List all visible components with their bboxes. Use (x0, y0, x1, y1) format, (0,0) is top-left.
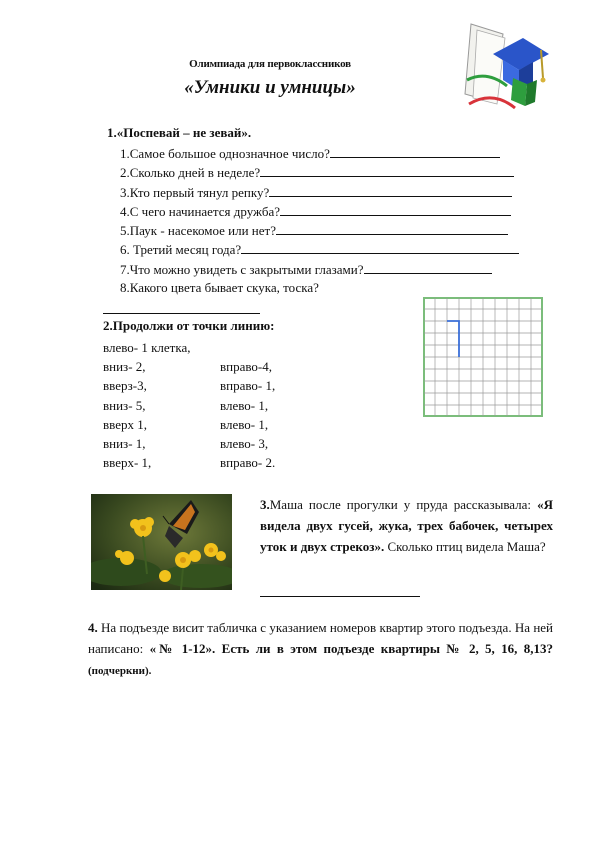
answer-line[interactable] (280, 203, 511, 216)
answer-line[interactable] (269, 184, 512, 197)
answer-line[interactable] (241, 241, 519, 254)
question-3: 3.Кто первый тянул репку? (120, 184, 512, 201)
direction-right: влево- 3, (220, 436, 269, 451)
section4-text: 4. На подъезде висит табличка с указанием номеров квартир этого подъезда. На ней написано: «№ 1-12». Есть ли в этом подъезде квартиры № 2, 5, 16, 8,13? (подчеркни). (88, 620, 553, 677)
graduation-cap-logo (463, 20, 551, 112)
question-1: 1.Самое большое однозначное число? (120, 145, 500, 162)
direction-right: влево- 1, (220, 398, 269, 413)
direction-left: вниз- 1, (103, 436, 146, 451)
answer-line-8[interactable] (103, 313, 260, 314)
section2-title: 2.Продолжи от точки линию: (103, 318, 275, 333)
direction-right: вправо- 2. (220, 455, 276, 470)
direction-left: вверх 1, (103, 417, 147, 432)
section1-title: 1.«Поспевай – не зевай». (107, 125, 252, 140)
answer-line[interactable] (364, 261, 492, 274)
direction-left: вверз-3, (103, 378, 147, 393)
direction-first: влево- 1 клетка, (103, 340, 191, 355)
answer-line-3[interactable] (260, 596, 420, 597)
butterfly-flowers-photo (91, 494, 232, 590)
question-4: 4.С чего начинается дружба? (120, 203, 511, 220)
direction-left: вниз- 2, (103, 359, 146, 374)
direction-left: вниз- 5, (103, 398, 146, 413)
question-2: 2.Сколько дней в неделе? (120, 164, 514, 181)
answer-line[interactable] (330, 145, 500, 158)
question-8: 8.Какого цвета бывает скука, тоска? (120, 280, 319, 295)
answer-line[interactable] (276, 222, 508, 235)
question-5: 5.Паук - насекомое или нет? (120, 222, 508, 239)
olympiad-title: «Умники и умницы» (184, 77, 356, 98)
olympiad-subtitle: Олимпиада для первоклассников (189, 58, 351, 70)
direction-right: вправо- 1, (220, 378, 276, 393)
question-6: 6. Третий месяц года? (120, 241, 519, 258)
question-7: 7.Что можно увидеть с закрытыми глазами? (120, 261, 492, 278)
direction-right: вправо-4, (220, 359, 272, 374)
direction-left: вверх- 1, (103, 455, 152, 470)
answer-line[interactable] (260, 164, 514, 177)
section3-text: 3.Маша после прогулки у пруда рассказывала: «Я видела двух гусей, жука, трех бабочек, четырех уток и двух стрекоз». Сколько птиц видела Маша? (260, 497, 553, 554)
direction-right: влево- 1, (220, 417, 269, 432)
drawing-grid[interactable] (423, 297, 543, 417)
